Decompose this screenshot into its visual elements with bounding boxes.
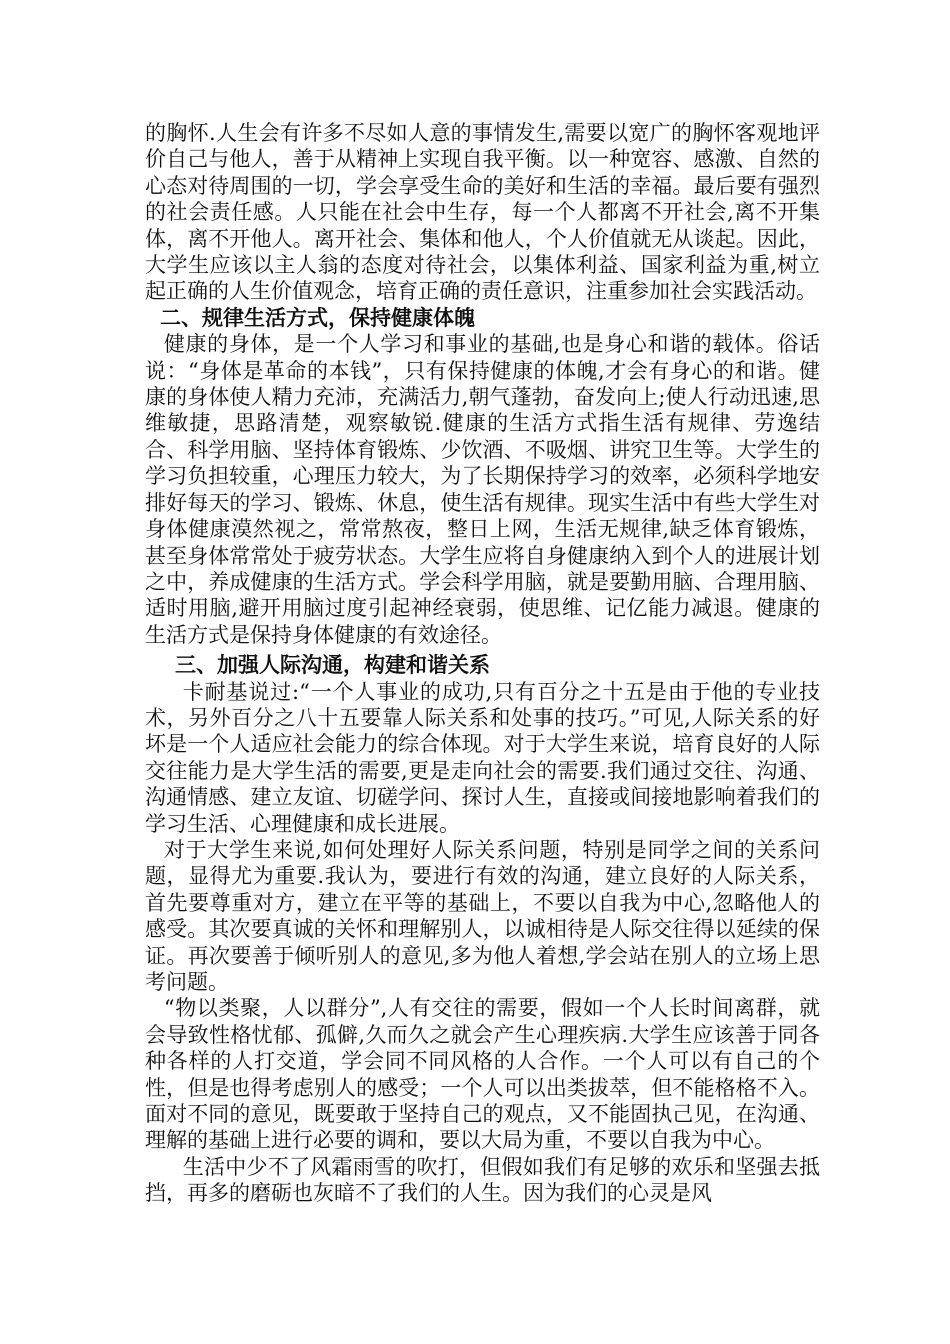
paragraph: 卡耐基说过:“一个人事业的成功,只有百分之十五是由于他的专业技术，另外百分之八十五要靠人际关系和处事的技巧。”可见,人际关系的好坏是一个人适应社会能力的综合体现。对于大学生来说，培育良好的人际交往能力是大学生活的需要,更是走向社会的需要.我们通过交往、沟通、沟通情感、建立友谊、切磋学问、探讨人生，直接或间接地影响着我们的学习生活、心理健康和成长进展。 — [145, 679, 820, 836]
section-heading: 二、规律生活方式，保持健康体魄 — [160, 304, 475, 330]
paragraph: “物以类聚，人以群分”,人有交往的需要，假如一个人长时间离群，就会导致性格忧郁、孤僻,久而久之就会产生心理疾病.大学生应该善于同各种各样的人打交道，学会同不同风格的人合作。一个人可以有自己的个性，但是也得考虑别人的感受；一个人可以出类拔萃，但不能格格不入。面对不同的意见，既要敢于坚持自己的观点，又不能固执己见，在沟通、理解的基础上进行必要的调和，要以大局为重，不要以自我为中心。 — [145, 996, 820, 1153]
paragraph: 健康的身体，是一个人学习和事业的基础,也是身心和谐的载体。俗话说：“身体是革命的本钱”，只有保持健康的体魄,才会有身心的和谐。健康的身体使人精力充沛，充满活力,朝气蓬勃，奋发向上;使人行动迅速,思维敏捷，思路清楚，观察敏锐.健康的生活方式指生活有规律、劳逸结合、科学用脑、坚持体育锻炼、少饮酒、不吸烟、讲究卫生等。大学生的学习负担较重，心理压力较大，为了长期保持学习的效率，必须科学地安排好每天的学习、锻炼、休息，使生活有规律。现实生活中有些大学生对身体健康漠然视之，常常熬夜，整日上网，生活无规律,缺乏体育锻炼，甚至身体常常处于疲劳状态。大学生应将自身健康纳入到个人的进展计划之中，养成健康的生活方式。学会科学用脑，就是要勤用脑、合理用脑、适时用脑,避开用脑过度引起神经衰弱，使思维、记亿能力减退。健康的生活方式是保持身体健康的有效途径。 — [145, 332, 820, 647]
section-heading: 三、加强人际沟通，构建和谐关系 — [175, 652, 490, 678]
paragraph: 对于大学生来说,如何处理好人际关系问题，特别是同学之间的关系问题，显得尤为重要.我认为，要进行有效的沟通，建立良好的人际关系，首先要尊重对方，建立在平等的基础上，不要以自我为中心,忽略他人的感受。其次要真诚的关怀和理解别人，以诚相待是人际交往得以延续的保证。再次要善于倾听别人的意见,多为他人着想,学会站在别人的立场上思考问题。 — [145, 837, 820, 994]
paragraph: 的胸怀.人生会有许多不尽如人意的事情发生,需要以宽广的胸怀客观地评价自己与他人，善于从精神上实现自我平衡。以一种宽容、感激、自然的心态对待周围的一切，学会享受生命的美好和生活的幸福。最后要有强烈的社会责任感。人只能在社会中生存，每一个人都离不开社会,离不开集体，离不开他人。离开社会、集体和他人，个人价值就无从谈起。因此，大学生应该以主人翁的态度对待社会，以集体利益、国家利益为重,树立起正确的人生价值观念，培育正确的责任意识，注重参加社会实践活动。 — [145, 121, 820, 304]
paragraph: 生活中少不了风霜雨雪的吹打，但假如我们有足够的欢乐和坚强去抵挡，再多的磨砺也灰暗不了我们的人生。因为我们的心灵是风 — [145, 1154, 820, 1206]
document-page — [145, 120, 820, 1207]
